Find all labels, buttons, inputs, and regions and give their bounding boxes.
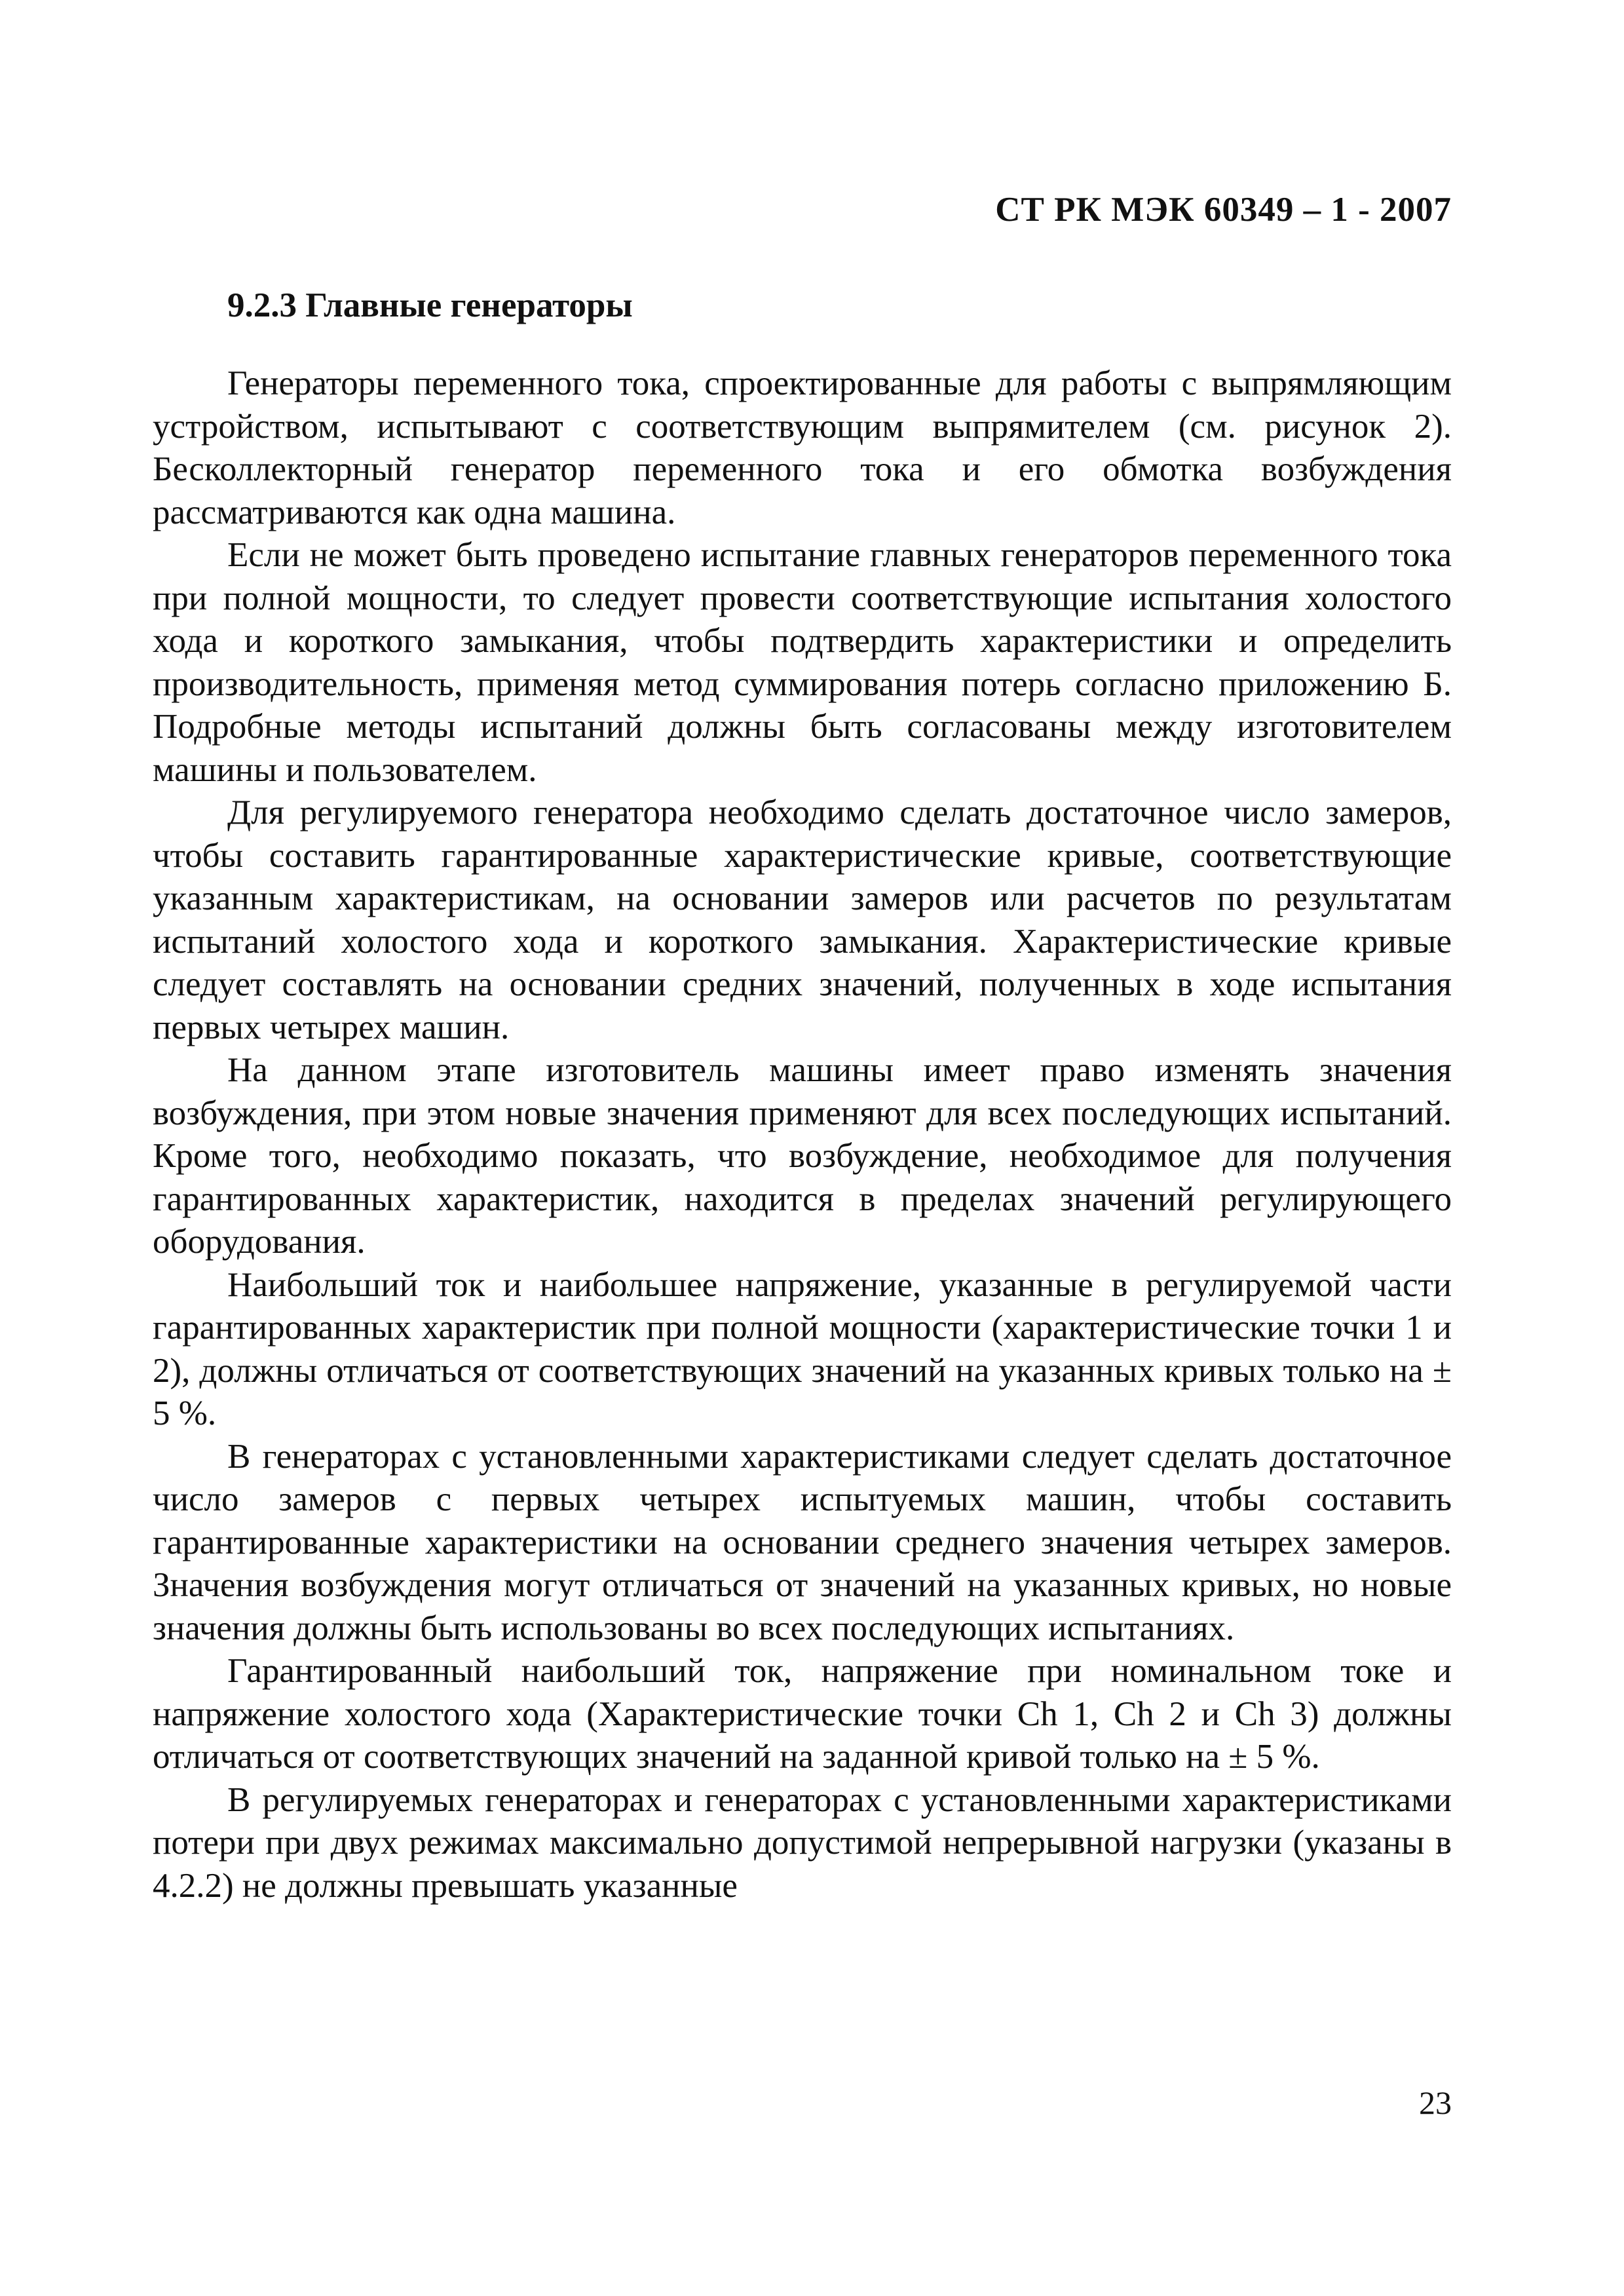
paragraph: Гарантированный наибольший ток, напряжение при номинальном токе и напряжение холостого хода (Характеристические точки Ch 1, Ch 2 и Ch 3) должны отличаться от соответствующих значений на заданной кривой только на ± 5 %. [153, 1652, 1452, 1776]
body-text [153, 362, 1452, 1907]
paragraph: Наибольший ток и наибольшее напряжение, указанные в регулируемой части гарантированных характеристик при полной мощности (характеристические точки 1 и 2), должны отличаться от соответствующих значений на указанных кривых только на ± 5 %. [153, 1265, 1452, 1432]
paragraph: В регулируемых генераторах и генераторах с установленными характеристиками потери при двух режимах максимально допустимой непрерывной нагрузки (указаны в 4.2.2) не должны превышать указанные [153, 1780, 1452, 1905]
paragraph: Если не может быть проведено испытание главных генераторов переменного тока при полной мощности, то следует провести соответствующие испытания холостого хода и короткого замыкания, чтобы подтвердить характеристики и определить производительность, применяя метод суммирования потерь согласно приложению Б. Подробные методы испытаний должны быть согласованы между изготовителем машины и пользователем. [153, 536, 1452, 789]
paragraph: Генераторы переменного тока, спроектированные для работы с выпрямляющим устройством, испытывают с соответствующим выпрямителем (см. рисунок 2). Бесколлекторный генератор переменного тока и его обмотка возбуждения рассматриваются как одна машина. [153, 364, 1452, 531]
page-number: 23 [1419, 2084, 1452, 2121]
paragraph: На данном этапе изготовитель машины имеет право изменять значения возбуждения, при этом новые значения применяют для всех последующих испытаний. Кроме того, необходимо показать, что возбуждение, необходимое для получения гарантированных характеристик, находится в пределах значений регулирующего оборудования. [153, 1051, 1452, 1261]
section-title: 9.2.3 Главные генераторы [227, 286, 633, 324]
paragraph: Для регулируемого генератора необходимо сделать достаточное число замеров, чтобы составить гарантированные характеристические кривые, соответствующие указанным характеристикам, на основании замеров или расчетов по результатам испытаний холостого хода и короткого замыкания. Характеристические кривые следует составлять на основании средних значений, полученных в ходе испытания первых четырех машин. [153, 794, 1452, 1046]
paragraph: В генераторах с установленными характеристиками следует сделать достаточное число замеров с первых четырех испытуемых машин, чтобы составить гарантированные характеристики на основании среднего значения четырех замеров. Значения возбуждения могут отличаться от значений на указанных кривых, но новые значения должны быть использованы во всех последующих испытаниях. [153, 1437, 1452, 1647]
standard-number-header: СТ РК МЭК 60349 – 1 - 2007 [995, 191, 1452, 229]
